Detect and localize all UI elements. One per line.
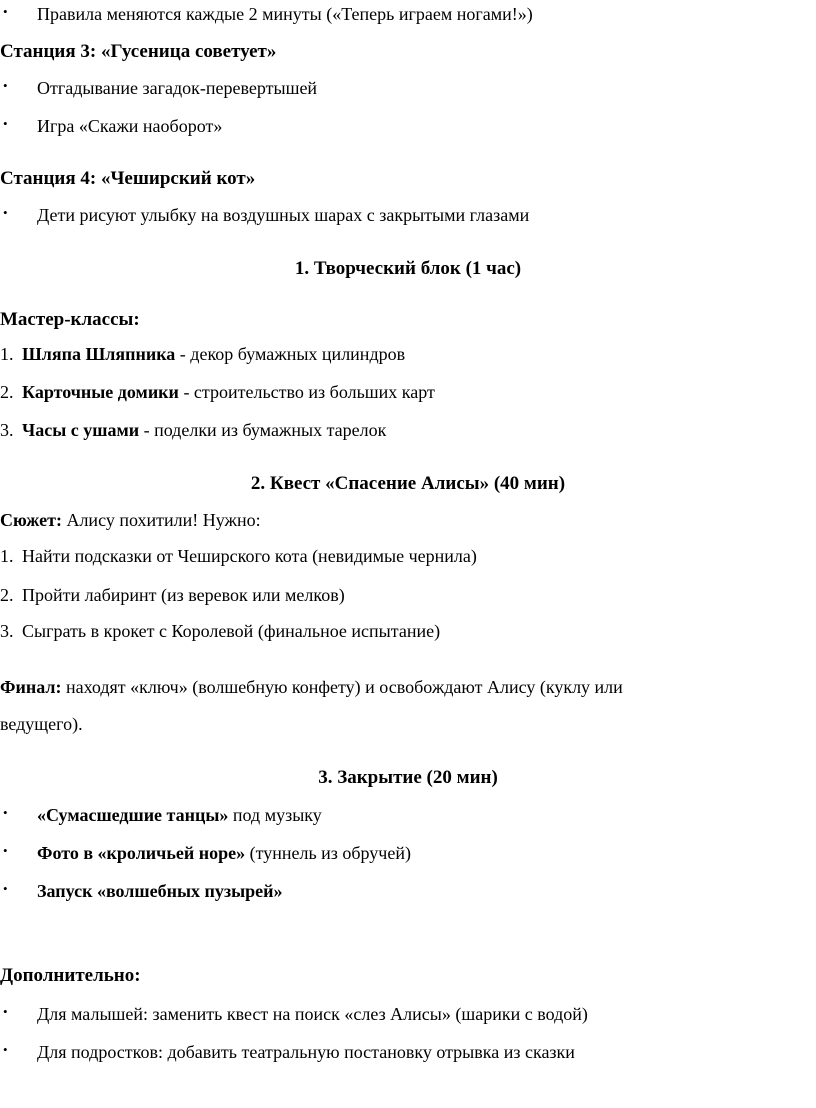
bullet-text: Игра «Скажи наоборот» bbox=[37, 116, 223, 136]
item-rest: - декор бумажных цилиндров bbox=[175, 344, 406, 364]
bullet-text: Для подростков: добавить театральную постановку отрывка из сказки bbox=[37, 1042, 575, 1062]
bullet-marker: • bbox=[3, 881, 8, 896]
item-number: 2. bbox=[0, 382, 14, 402]
item-number: 1. bbox=[0, 344, 14, 364]
item-text bbox=[37, 805, 322, 826]
masterclasses-heading: Мастер-классы: bbox=[0, 309, 140, 330]
bullet-marker: • bbox=[3, 78, 8, 93]
item-bold: Часы с ушами bbox=[22, 420, 140, 440]
final-text: находят «ключ» (волшебную конфету) и освобождают Алису (куклу или bbox=[61, 677, 623, 697]
closing-title: 3. Закрытие (20 мин) bbox=[318, 767, 498, 788]
item-rest: (туннель из обручей) bbox=[245, 843, 411, 863]
bullet-marker: • bbox=[3, 843, 8, 858]
plot-label: Сюжет: bbox=[0, 510, 62, 530]
bullet-marker: • bbox=[3, 1042, 8, 1057]
item-rest: под музыку bbox=[228, 805, 322, 825]
item-rest: - строительство из больших карт bbox=[178, 382, 435, 402]
bullet-text: Для малышей: заменить квест на поиск «слез Алисы» (шарики с водой) bbox=[37, 1004, 588, 1024]
item-text bbox=[22, 382, 435, 403]
item-rest: - поделки из бумажных тарелок bbox=[139, 420, 387, 440]
item-text bbox=[37, 881, 283, 902]
item-number: 2. bbox=[0, 585, 14, 605]
bullet-text: Отгадывание загадок-перевертышей bbox=[37, 78, 318, 98]
item-bold: «Сумасшедшие танцы» bbox=[37, 805, 229, 825]
item-text bbox=[22, 344, 405, 365]
station4-heading: Станция 4: «Чеширский кот» bbox=[0, 168, 256, 189]
bullet-text: Дети рисуют улыбку на воздушных шарах с закрытыми глазами bbox=[37, 205, 530, 225]
item-bold: Фото в «кроличьей норе» bbox=[37, 843, 246, 863]
item-number: 3. bbox=[0, 621, 14, 641]
quest-title: 2. Квест «Спасение Алисы» (40 мин) bbox=[250, 473, 566, 494]
item-text: Сыграть в крокет с Королевой (финальное испытание) bbox=[22, 621, 441, 641]
quest-final-continued: ведущего). bbox=[0, 714, 83, 734]
item-number: 1. bbox=[0, 546, 14, 566]
plot-text: Алису похитили! Нужно: bbox=[61, 510, 261, 530]
extra-heading: Дополнительно: bbox=[0, 965, 141, 986]
final-label: Финал: bbox=[0, 677, 62, 697]
bullet-marker: • bbox=[3, 116, 8, 131]
bullet-text: Правила меняются каждые 2 минуты («Теперь играем ногами!») bbox=[37, 4, 533, 24]
item-bold: Запуск «волшебных пузырей» bbox=[37, 881, 283, 901]
bullet-marker: • bbox=[3, 4, 8, 19]
bullet-marker: • bbox=[3, 1004, 8, 1019]
item-number: 3. bbox=[0, 420, 14, 440]
item-bold: Карточные домики bbox=[22, 382, 179, 402]
quest-final bbox=[0, 677, 623, 698]
creative-block-title: 1. Творческий блок (1 час) bbox=[294, 258, 522, 279]
item-text: Пройти лабиринт (из веревок или мелков) bbox=[22, 585, 345, 605]
item-text: Найти подсказки от Чеширского кота (невидимые чернила) bbox=[22, 546, 477, 566]
bullet-marker: • bbox=[3, 805, 8, 820]
item-bold: Шляпа Шляпника bbox=[22, 344, 176, 364]
item-text bbox=[22, 420, 386, 441]
station3-heading: Станция 3: «Гусеница советует» bbox=[0, 41, 277, 62]
item-text bbox=[37, 843, 411, 864]
quest-plot bbox=[0, 510, 261, 531]
bullet-marker: • bbox=[3, 205, 8, 220]
